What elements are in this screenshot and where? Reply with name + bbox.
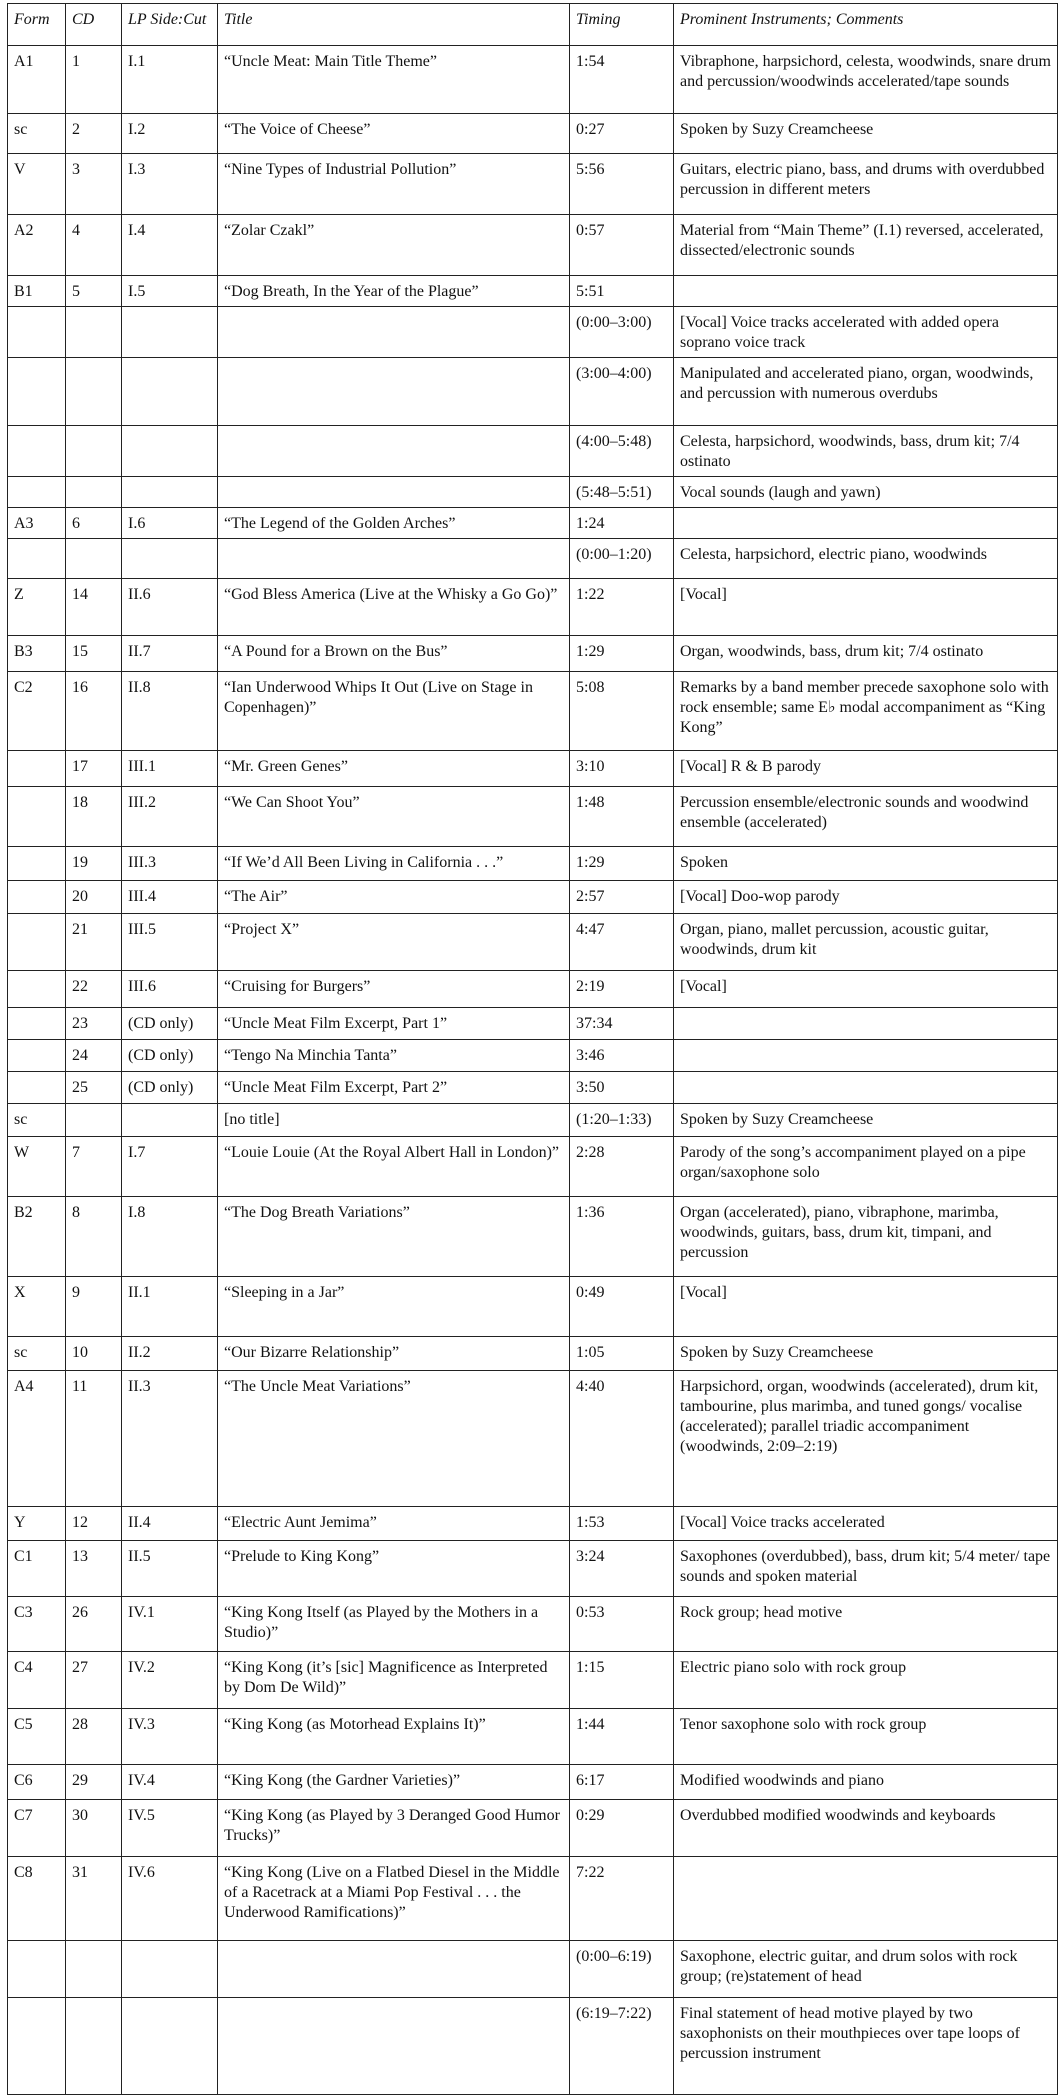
cell-lp-side-cut: II.7 [122,636,218,672]
cell-comments [674,276,1058,307]
cell-form: A1 [8,46,66,114]
cell-title: “Our Bizarre Relationship” [218,1337,570,1371]
cell-form [8,1941,66,1998]
cell-title [218,307,570,358]
cell-lp-side-cut: IV.4 [122,1765,218,1800]
cell-lp-side-cut: IV.6 [122,1857,218,1941]
cell-timing: (5:48–5:51) [570,477,674,508]
tracklist-table [7,3,1058,2095]
cell-lp-side-cut: I.4 [122,215,218,276]
cell-title: “King Kong (it’s [sic] Magnificence as Interpreted by Dom De Wild)” [218,1652,570,1709]
cell-timing: 2:19 [570,971,674,1008]
table-row [8,787,1058,847]
cell-cd: 21 [66,914,122,971]
table-row [8,426,1058,477]
cell-timing: 3:46 [570,1040,674,1072]
cell-comments [674,1072,1058,1104]
cell-lp-side-cut: (CD only) [122,1040,218,1072]
cell-lp-side-cut: IV.2 [122,1652,218,1709]
cell-comments: Spoken by Suzy Creamcheese [674,1337,1058,1371]
cell-cd [66,307,122,358]
cell-title: “Zolar Czakl” [218,215,570,276]
table-row [8,1008,1058,1040]
header-form: Form [8,4,66,46]
cell-lp-side-cut: IV.1 [122,1597,218,1652]
header-title: Title [218,4,570,46]
cell-lp-side-cut: II.3 [122,1371,218,1507]
cell-form: sc [8,114,66,154]
cell-timing: 5:51 [570,276,674,307]
cell-lp-side-cut: I.8 [122,1197,218,1277]
cell-comments: Remarks by a band member precede saxophone solo with rock ensemble; same E♭ modal accompaniment as “King Kong” [674,672,1058,751]
header-lp-side-cut: LP Side:Cut [122,4,218,46]
cell-cd: 6 [66,508,122,539]
cell-cd: 23 [66,1008,122,1040]
table-row [8,1765,1058,1800]
table-row [8,1800,1058,1857]
cell-form [8,477,66,508]
table-row [8,276,1058,307]
cell-title: “We Can Shoot You” [218,787,570,847]
cell-lp-side-cut [122,1998,218,2095]
table-row [8,579,1058,636]
cell-lp-side-cut: I.3 [122,154,218,215]
cell-title: “Dog Breath, In the Year of the Plague” [218,276,570,307]
cell-form: B3 [8,636,66,672]
cell-title: “The Air” [218,881,570,914]
cell-title [218,358,570,426]
cell-comments: Percussion ensemble/electronic sounds and woodwind ensemble (accelerated) [674,787,1058,847]
cell-timing: 1:48 [570,787,674,847]
cell-title [218,1941,570,1998]
table-row [8,1277,1058,1337]
table-row [8,1507,1058,1541]
cell-title: “The Voice of Cheese” [218,114,570,154]
table-row [8,1709,1058,1765]
table-row [8,1337,1058,1371]
cell-cd: 14 [66,579,122,636]
cell-cd [66,1104,122,1137]
cell-cd [66,539,122,579]
cell-lp-side-cut: I.1 [122,46,218,114]
cell-cd: 26 [66,1597,122,1652]
table-row [8,114,1058,154]
cell-lp-side-cut: II.2 [122,1337,218,1371]
cell-title [218,539,570,579]
cell-timing: (0:00–1:20) [570,539,674,579]
cell-cd: 30 [66,1800,122,1857]
cell-comments: Vibraphone, harpsichord, celesta, woodwinds, snare drum and percussion/woodwinds accelerated/tape sounds [674,46,1058,114]
cell-comments: Harpsichord, organ, woodwinds (accelerated), drum kit, tambourine, plus marimba, and tuned gongs/ vocalise (accelerated); parallel triadic accompaniment (woodwinds, 2:09–2:19) [674,1371,1058,1507]
cell-timing: 3:24 [570,1541,674,1597]
cell-lp-side-cut: I.7 [122,1137,218,1197]
cell-comments: Spoken [674,847,1058,881]
table-row [8,881,1058,914]
cell-cd: 10 [66,1337,122,1371]
cell-cd: 5 [66,276,122,307]
cell-comments: Celesta, harpsichord, electric piano, woodwinds [674,539,1058,579]
table-row [8,508,1058,539]
cell-cd: 17 [66,751,122,787]
cell-cd [66,358,122,426]
table-row [8,215,1058,276]
cell-form [8,787,66,847]
cell-cd: 9 [66,1277,122,1337]
cell-timing: 0:49 [570,1277,674,1337]
cell-title [218,1998,570,2095]
cell-lp-side-cut: III.3 [122,847,218,881]
table-row [8,1597,1058,1652]
cell-lp-side-cut: II.6 [122,579,218,636]
header-cd: CD [66,4,122,46]
cell-timing: 2:28 [570,1137,674,1197]
cell-comments: Material from “Main Theme” (I.1) reversed, accelerated, dissected/electronic sounds [674,215,1058,276]
table-row [8,847,1058,881]
cell-title: “The Legend of the Golden Arches” [218,508,570,539]
cell-comments [674,1008,1058,1040]
cell-lp-side-cut [122,1104,218,1137]
cell-title: “Project X” [218,914,570,971]
cell-title: “A Pound for a Brown on the Bus” [218,636,570,672]
cell-comments: [Vocal] R & B parody [674,751,1058,787]
cell-comments: [Vocal] [674,971,1058,1008]
cell-form [8,1008,66,1040]
cell-comments: [Vocal] Doo-wop parody [674,881,1058,914]
cell-lp-side-cut: II.8 [122,672,218,751]
table-header [8,4,1058,46]
cell-title: “Ian Underwood Whips It Out (Live on Stage in Copenhagen)” [218,672,570,751]
cell-form: Y [8,1507,66,1541]
cell-timing: 37:34 [570,1008,674,1040]
table-row [8,358,1058,426]
cell-timing: 1:15 [570,1652,674,1709]
cell-cd: 16 [66,672,122,751]
cell-lp-side-cut: III.1 [122,751,218,787]
cell-timing: 0:29 [570,1800,674,1857]
cell-timing: 5:56 [570,154,674,215]
cell-timing: 1:53 [570,1507,674,1541]
table-row [8,307,1058,358]
cell-lp-side-cut: I.5 [122,276,218,307]
cell-form: X [8,1277,66,1337]
cell-cd: 20 [66,881,122,914]
cell-lp-side-cut: (CD only) [122,1008,218,1040]
cell-comments: [Vocal] [674,1277,1058,1337]
cell-comments: Saxophones (overdubbed), bass, drum kit; 5/4 meter/ tape sounds and spoken material [674,1541,1058,1597]
cell-comments: Electric piano solo with rock group [674,1652,1058,1709]
table-row [8,46,1058,114]
cell-title: “Nine Types of Industrial Pollution” [218,154,570,215]
cell-lp-side-cut: IV.5 [122,1800,218,1857]
cell-form [8,539,66,579]
cell-form [8,358,66,426]
cell-comments: Guitars, electric piano, bass, and drums with overdubbed percussion in different meters [674,154,1058,215]
cell-form: A4 [8,1371,66,1507]
cell-timing: (1:20–1:33) [570,1104,674,1137]
table-row [8,1072,1058,1104]
cell-comments: Overdubbed modified woodwinds and keyboards [674,1800,1058,1857]
cell-comments: Saxophone, electric guitar, and drum solos with rock group; (re)statement of head [674,1941,1058,1998]
cell-cd: 19 [66,847,122,881]
cell-lp-side-cut [122,539,218,579]
cell-form: C6 [8,1765,66,1800]
cell-timing: 1:29 [570,847,674,881]
cell-timing: 2:57 [570,881,674,914]
table-row [8,1998,1058,2095]
cell-lp-side-cut: III.4 [122,881,218,914]
table-row [8,1040,1058,1072]
cell-comments: Organ, piano, mallet percussion, acoustic guitar, woodwinds, drum kit [674,914,1058,971]
cell-lp-side-cut: IV.3 [122,1709,218,1765]
cell-timing: 0:27 [570,114,674,154]
table-row [8,154,1058,215]
table-row [8,539,1058,579]
cell-comments: Organ, woodwinds, bass, drum kit; 7/4 ostinato [674,636,1058,672]
cell-cd: 18 [66,787,122,847]
table-row [8,1857,1058,1941]
table-row [8,1652,1058,1709]
cell-form [8,971,66,1008]
table-row [8,1541,1058,1597]
header-row [8,4,1058,46]
cell-cd: 7 [66,1137,122,1197]
cell-form [8,847,66,881]
cell-form: C5 [8,1709,66,1765]
cell-form [8,1072,66,1104]
table-row [8,751,1058,787]
cell-comments: Final statement of head motive played by two saxophonists on their mouthpieces over tape loops of percussion instrument [674,1998,1058,2095]
cell-lp-side-cut [122,307,218,358]
cell-cd [66,477,122,508]
cell-cd: 31 [66,1857,122,1941]
cell-timing: 5:08 [570,672,674,751]
cell-lp-side-cut [122,426,218,477]
cell-lp-side-cut: II.1 [122,1277,218,1337]
cell-form [8,307,66,358]
cell-title: [no title] [218,1104,570,1137]
cell-title: “Louie Louie (At the Royal Albert Hall in London)” [218,1137,570,1197]
cell-title: “Electric Aunt Jemima” [218,1507,570,1541]
cell-lp-side-cut [122,477,218,508]
cell-comments: Tenor saxophone solo with rock group [674,1709,1058,1765]
cell-lp-side-cut: II.5 [122,1541,218,1597]
cell-title: “Cruising for Burgers” [218,971,570,1008]
cell-comments [674,1857,1058,1941]
cell-form [8,1998,66,2095]
cell-form: C7 [8,1800,66,1857]
cell-title: “God Bless America (Live at the Whisky a Go Go)” [218,579,570,636]
cell-timing: 4:40 [570,1371,674,1507]
cell-timing: (0:00–6:19) [570,1941,674,1998]
cell-comments: [Vocal] Voice tracks accelerated [674,1507,1058,1541]
cell-timing: 3:10 [570,751,674,787]
cell-comments: [Vocal] [674,579,1058,636]
cell-comments: Vocal sounds (laugh and yawn) [674,477,1058,508]
cell-timing: 1:54 [570,46,674,114]
cell-cd [66,1998,122,2095]
cell-cd: 3 [66,154,122,215]
cell-lp-side-cut: (CD only) [122,1072,218,1104]
cell-comments [674,508,1058,539]
cell-form [8,426,66,477]
cell-lp-side-cut: III.6 [122,971,218,1008]
cell-form [8,1040,66,1072]
cell-title: “Uncle Meat: Main Title Theme” [218,46,570,114]
table-row [8,636,1058,672]
cell-lp-side-cut: I.2 [122,114,218,154]
cell-form: Z [8,579,66,636]
cell-title: “Prelude to King Kong” [218,1541,570,1597]
cell-title: “Mr. Green Genes” [218,751,570,787]
table-row [8,477,1058,508]
cell-timing: (3:00–4:00) [570,358,674,426]
cell-form: V [8,154,66,215]
cell-title: “King Kong (the Gardner Varieties)” [218,1765,570,1800]
cell-timing: 1:44 [570,1709,674,1765]
cell-cd: 4 [66,215,122,276]
cell-form: W [8,1137,66,1197]
cell-title: “Tengo Na Minchia Tanta” [218,1040,570,1072]
cell-form: B2 [8,1197,66,1277]
cell-comments: [Vocal] Voice tracks accelerated with added opera soprano voice track [674,307,1058,358]
cell-title: “If We’d All Been Living in California . . .” [218,847,570,881]
cell-timing: 6:17 [570,1765,674,1800]
cell-title: “The Uncle Meat Variations” [218,1371,570,1507]
cell-form: C3 [8,1597,66,1652]
cell-timing: 1:36 [570,1197,674,1277]
cell-comments: Organ (accelerated), piano, vibraphone, marimba, woodwinds, guitars, bass, drum kit, timpani, and percussion [674,1197,1058,1277]
cell-timing: 1:22 [570,579,674,636]
cell-comments: Modified woodwinds and piano [674,1765,1058,1800]
cell-comments: Spoken by Suzy Creamcheese [674,114,1058,154]
table-row [8,672,1058,751]
cell-title: “King Kong (as Motorhead Explains It)” [218,1709,570,1765]
cell-timing: 1:29 [570,636,674,672]
cell-form: sc [8,1337,66,1371]
cell-title: “King Kong (Live on a Flatbed Diesel in the Middle of a Racetrack at a Miami Pop Festival . . . the Underwood Ramifications)” [218,1857,570,1941]
cell-cd [66,426,122,477]
table-row [8,914,1058,971]
cell-timing: 7:22 [570,1857,674,1941]
cell-form: B1 [8,276,66,307]
cell-comments: Manipulated and accelerated piano, organ, woodwinds, and percussion with numerous overdubs [674,358,1058,426]
table-body [8,46,1058,2095]
cell-comments: Rock group; head motive [674,1597,1058,1652]
cell-lp-side-cut: II.4 [122,1507,218,1541]
cell-title: “King Kong (as Played by 3 Deranged Good Humor Trucks)” [218,1800,570,1857]
cell-cd: 29 [66,1765,122,1800]
cell-comments: Parody of the song’s accompaniment played on a pipe organ/saxophone solo [674,1137,1058,1197]
cell-cd: 12 [66,1507,122,1541]
cell-title [218,477,570,508]
cell-timing: (4:00–5:48) [570,426,674,477]
cell-cd: 8 [66,1197,122,1277]
cell-title: “King Kong Itself (as Played by the Mothers in a Studio)” [218,1597,570,1652]
cell-form: C2 [8,672,66,751]
table-row [8,1197,1058,1277]
cell-form [8,881,66,914]
cell-title: “Uncle Meat Film Excerpt, Part 2” [218,1072,570,1104]
cell-form: C8 [8,1857,66,1941]
cell-cd: 24 [66,1040,122,1072]
cell-title: “Sleeping in a Jar” [218,1277,570,1337]
cell-timing: 1:24 [570,508,674,539]
cell-cd: 1 [66,46,122,114]
table-row [8,971,1058,1008]
cell-comments: Celesta, harpsichord, woodwinds, bass, drum kit; 7/4 ostinato [674,426,1058,477]
cell-form: C1 [8,1541,66,1597]
table-row [8,1104,1058,1137]
header-timing: Timing [570,4,674,46]
cell-timing: 3:50 [570,1072,674,1104]
table-row [8,1371,1058,1507]
cell-form: sc [8,1104,66,1137]
cell-lp-side-cut [122,1941,218,1998]
cell-title [218,426,570,477]
cell-form [8,914,66,971]
header-comments: Prominent Instruments; Comments [674,4,1058,46]
cell-timing: (0:00–3:00) [570,307,674,358]
cell-comments [674,1040,1058,1072]
cell-title: “Uncle Meat Film Excerpt, Part 1” [218,1008,570,1040]
cell-lp-side-cut [122,358,218,426]
cell-cd: 25 [66,1072,122,1104]
cell-form: C4 [8,1652,66,1709]
cell-timing: 1:05 [570,1337,674,1371]
cell-form [8,751,66,787]
cell-timing: 4:47 [570,914,674,971]
cell-title: “The Dog Breath Variations” [218,1197,570,1277]
cell-cd: 13 [66,1541,122,1597]
cell-cd: 2 [66,114,122,154]
cell-lp-side-cut: I.6 [122,508,218,539]
cell-form: A2 [8,215,66,276]
cell-lp-side-cut: III.2 [122,787,218,847]
cell-comments: Spoken by Suzy Creamcheese [674,1104,1058,1137]
cell-timing: 0:53 [570,1597,674,1652]
cell-cd: 27 [66,1652,122,1709]
cell-lp-side-cut: III.5 [122,914,218,971]
cell-form: A3 [8,508,66,539]
table-row [8,1941,1058,1998]
cell-cd [66,1941,122,1998]
table-row [8,1137,1058,1197]
cell-timing: (6:19–7:22) [570,1998,674,2095]
cell-cd: 22 [66,971,122,1008]
cell-cd: 15 [66,636,122,672]
cell-cd: 28 [66,1709,122,1765]
cell-timing: 0:57 [570,215,674,276]
cell-cd: 11 [66,1371,122,1507]
